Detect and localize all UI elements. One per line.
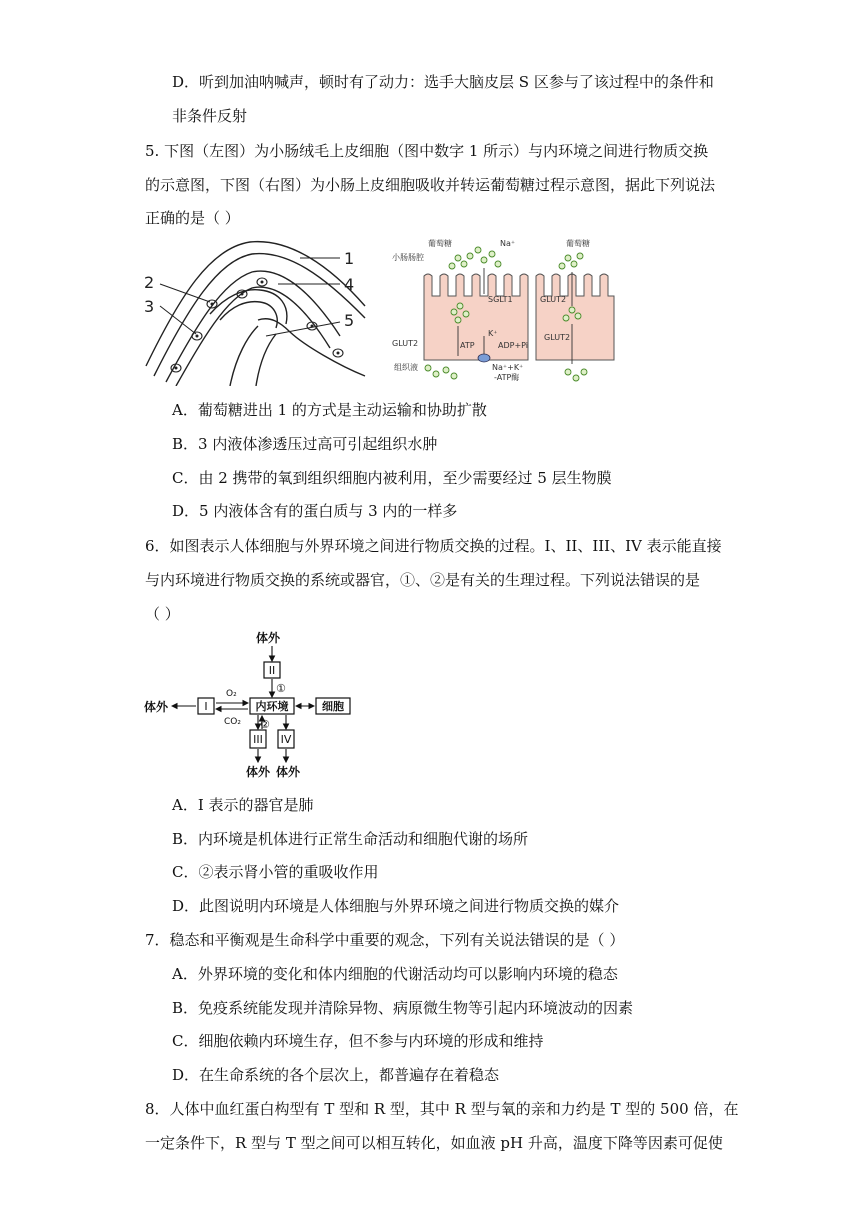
q5-stem-line2: 的示意图，下图（右图）为小肠上皮细胞吸收并转运葡萄糖过程示意图，据此下列说法 [145,176,716,194]
label-adp: ADP+Pi [498,341,529,350]
label-iv: IV [280,733,292,746]
q5-option-a: A．葡萄糖进出 1 的方式是主动运输和协助扩散 [172,401,487,419]
glucose-transport-diagram [388,236,620,386]
q4-option-d-line1: D．听到加油呐喊声，顿时有了动力：选手大脑皮层 S 区参与了该过程中的条件和 [172,73,714,91]
label-atp: ATP [460,341,475,350]
villus-diagram [140,236,370,386]
q7-option-a: A．外界环境的变化和体内细胞的代谢活动均可以影响内环境的稳态 [172,965,618,983]
label-tissue-fluid: 组织液 [394,363,418,372]
q6-option-d: D．此图说明内环境是人体细胞与外界环境之间进行物质交换的媒介 [172,897,620,915]
q8-stem-line2: 一定条件下，R 型与 T 型之间可以相互转化，如血液 pH 升高，温度下降等因素可促使 [145,1134,723,1152]
label-glut2-c: GLUT2 [392,339,419,348]
q6-stem-line1: 6．如图表示人体细胞与外界环境之间进行物质交换的过程。I、II、III、IV 表示能直接 [145,537,722,555]
q5-option-d: D．5 内液体含有的蛋白质与 3 内的一样多 [172,502,458,520]
label-i: I [204,700,208,713]
label-internal-environment: 内环境 [255,700,289,713]
label-iii: III [253,733,263,746]
q6-option-c: C．②表示肾小管的重吸收作用 [172,863,379,881]
label-glucose-2: 葡萄糖 [566,239,590,248]
label-glut2-a: GLUT2 [540,295,567,304]
villus-label-4: 4 [344,275,355,294]
q7-option-b: B．免疫系统能发现并清除异物、病原微生物等引起内环境波动的因素 [172,999,634,1017]
diagram-outside-bottom-2: 体外 [276,765,301,779]
exchange-diagram [140,628,380,784]
q6-stem-line2: 与内环境进行物质交换的系统或器官，①、②是有关的生理过程。下列说法错误的是 [145,571,701,589]
q7-option-d: D．在生命系统的各个层次上，都普遍存在着稳态 [172,1066,500,1084]
q7-stem: 7．稳态和平衡观是生命科学中重要的观念，下列有关说法错误的是（ ） [145,931,625,949]
q6-stem-line3: （ ） [145,605,180,623]
label-pump-2: -ATP酶 [494,373,520,382]
label-co2: CO₂ [224,717,241,727]
diagram-outside-bottom-1: 体外 [246,765,271,779]
label-glut2-b: GLUT2 [544,333,571,342]
q4-option-d-line2: 非条件反射 [172,107,248,125]
q7-option-c: C．细胞依赖内环境生存，但不参与内环境的形成和维持 [172,1032,544,1050]
label-o2: O₂ [226,689,237,699]
q5-stem-line1: 5. 下图（左图）为小肠绒毛上皮细胞（图中数字 1 所示）与内环境之间进行物质交换 [145,142,709,160]
label-cell: 细胞 [322,700,344,713]
villus-label-2: 2 [144,273,155,292]
label-k: K⁺ [488,329,498,338]
label-process-1: ① [276,682,286,695]
label-pump-1: Na⁺+K⁺ [492,363,524,372]
diagram-outside-top: 体外 [256,631,281,645]
villus-label-3: 3 [144,297,155,316]
q5-stem-line3: 正确的是（ ） [145,209,240,227]
label-lumen: 小肠肠腔 [392,253,424,262]
diagram-outside-left: 体外 [144,700,169,714]
label-glucose-1: 葡萄糖 [428,239,452,248]
label-na: Na⁺ [500,239,516,248]
villus-label-1: 1 [344,249,355,268]
villus-label-5: 5 [344,311,355,330]
label-sglt1: SGLT1 [488,295,513,304]
q6-option-a: A．I 表示的器官是肺 [172,796,314,814]
q6-option-b: B．内环境是机体进行正常生命活动和细胞代谢的场所 [172,830,529,848]
label-process-2: ② [260,718,270,731]
label-ii: II [268,664,276,677]
q5-option-b: B．3 内液体渗透压过高可引起组织水肿 [172,435,438,453]
q8-stem-line1: 8．人体中血红蛋白构型有 T 型和 R 型，其中 R 型与氧的亲和力约是 T 型的 500 倍，在 [145,1100,739,1118]
q5-option-c: C．由 2 携带的氧到组织细胞内被利用，至少需要经过 5 层生物膜 [172,469,612,487]
